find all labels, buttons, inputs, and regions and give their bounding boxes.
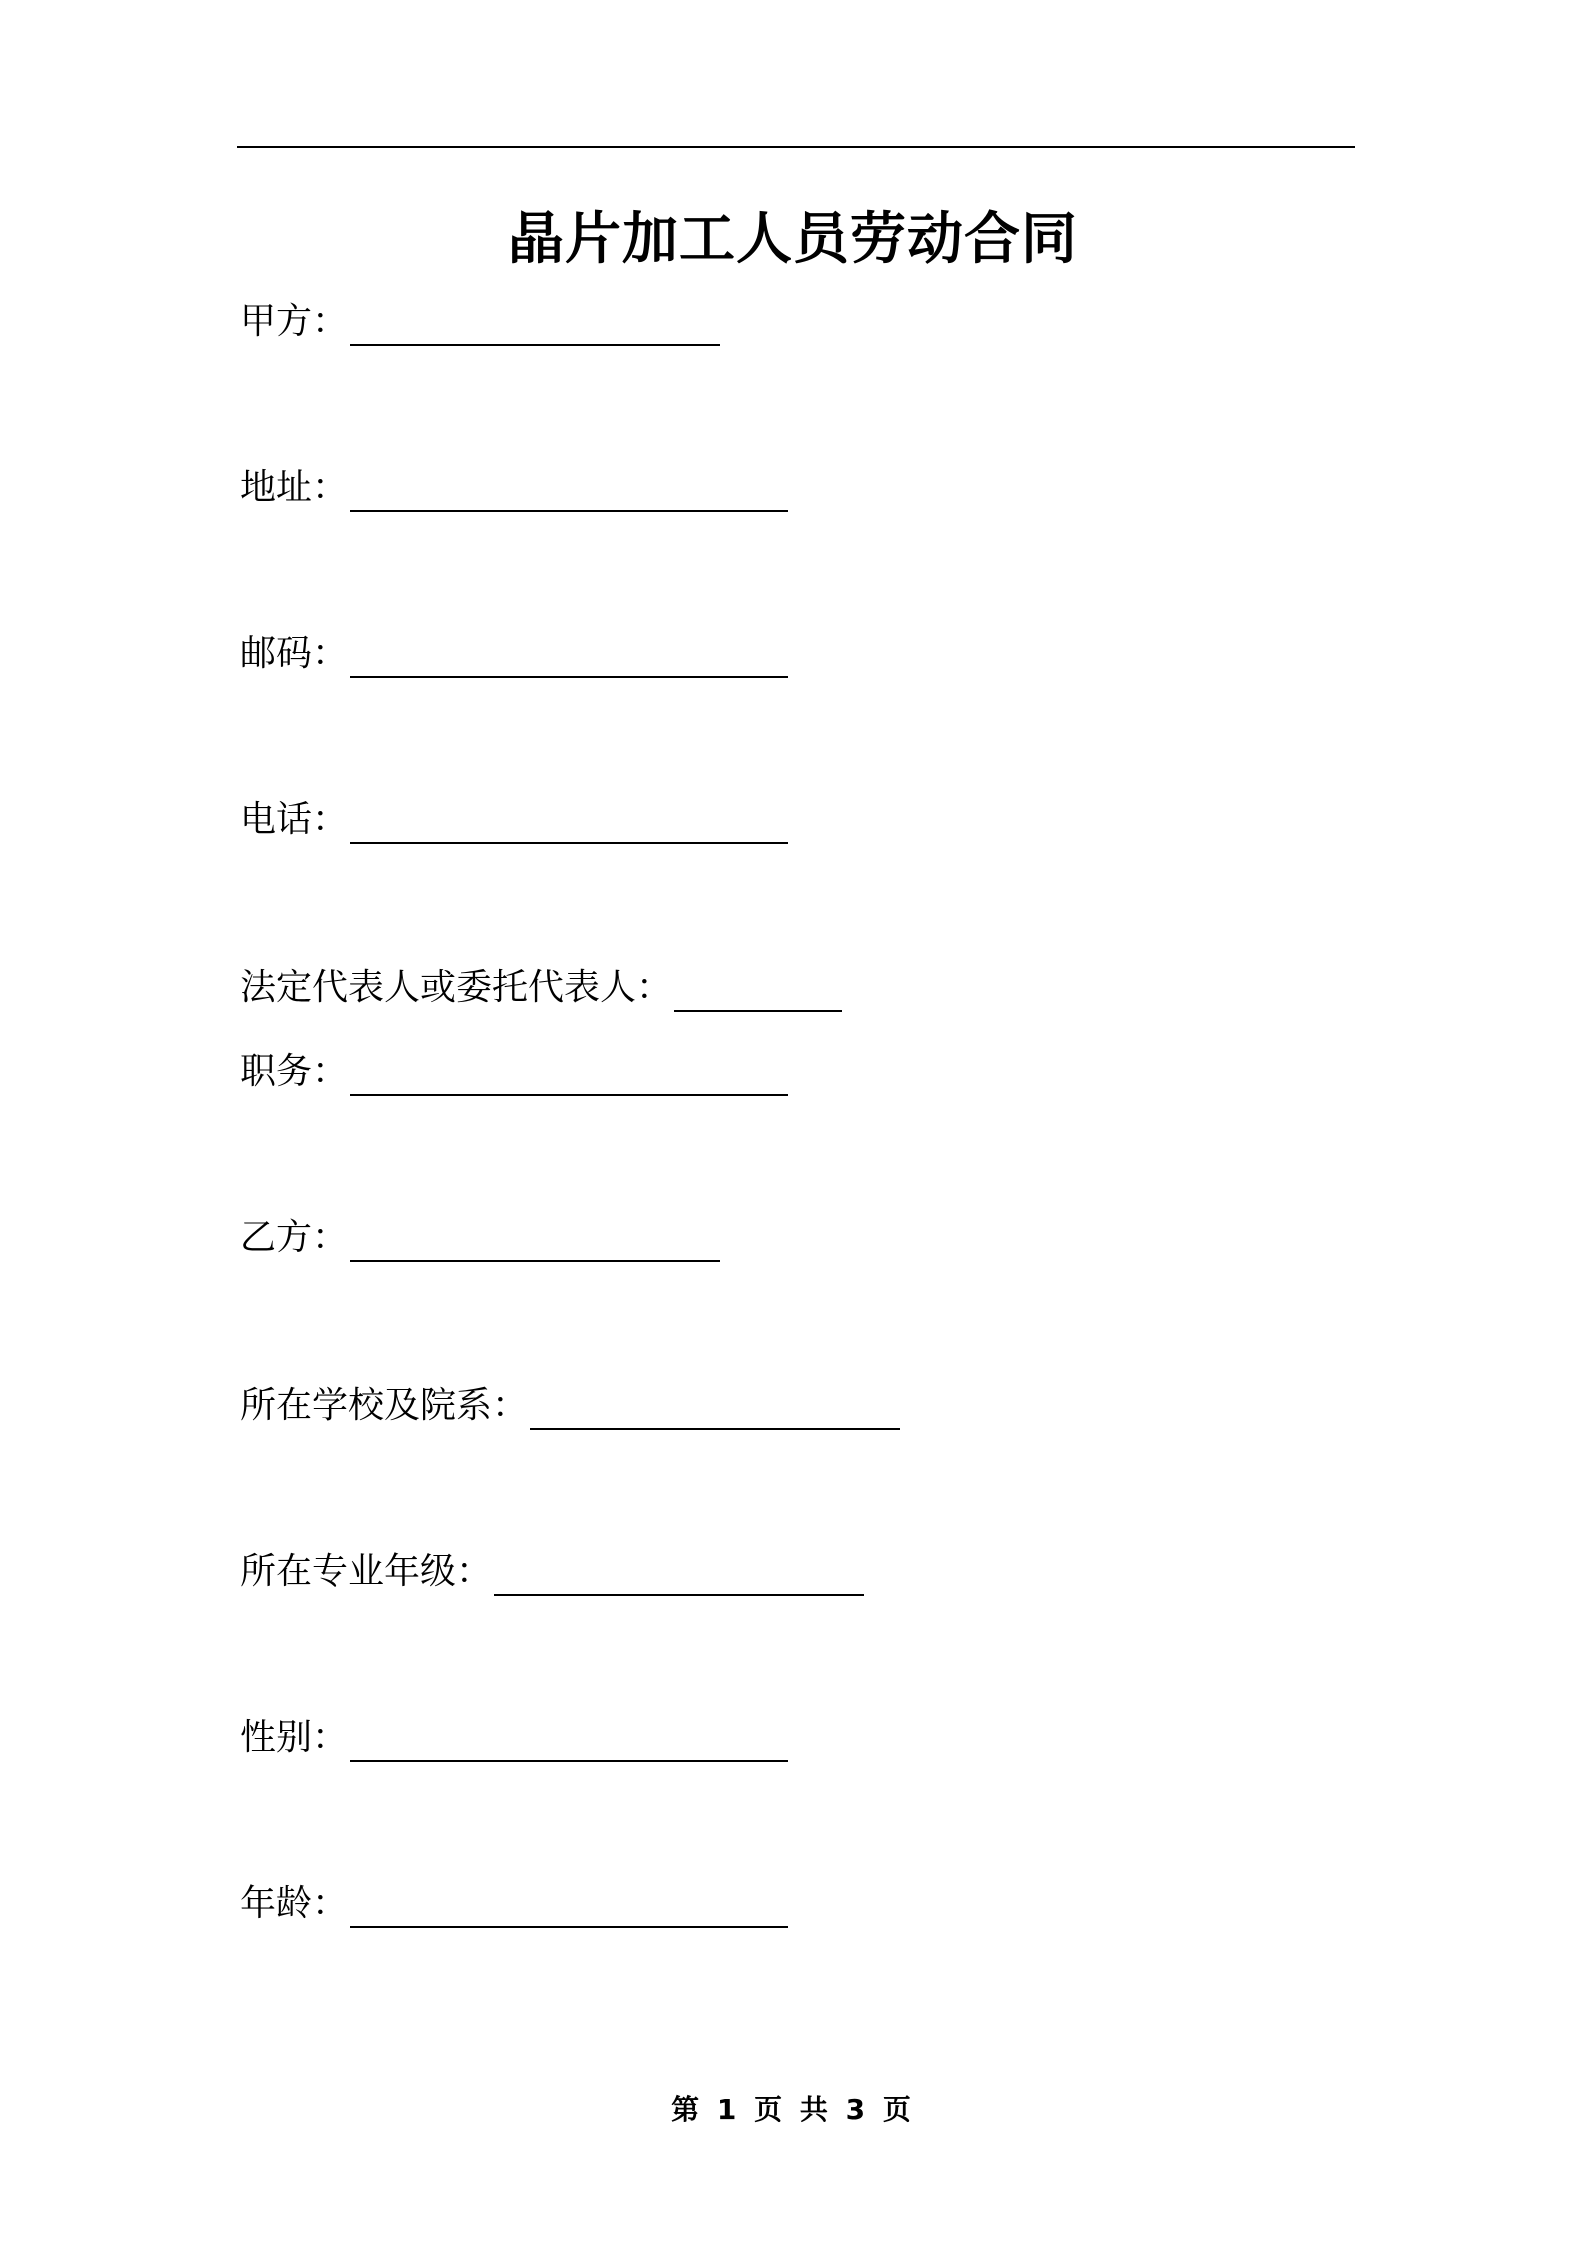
blank-line[interactable] xyxy=(494,1554,864,1596)
blank-line[interactable] xyxy=(350,304,720,346)
field-label: 年龄： xyxy=(240,1883,349,1924)
field-major-grade xyxy=(240,1546,864,1596)
footer-middle: 页 共 xyxy=(754,2093,832,2126)
field-label: 职务： xyxy=(240,1051,349,1092)
blank-line[interactable] xyxy=(350,1720,788,1762)
page-footer xyxy=(0,2088,1586,2128)
footer-suffix: 页 xyxy=(882,2093,915,2126)
blank-line[interactable] xyxy=(350,470,788,512)
blank-line[interactable] xyxy=(350,1220,720,1262)
field-representative xyxy=(240,962,842,1012)
field-party-a xyxy=(240,296,720,346)
blank-line[interactable] xyxy=(350,1886,788,1928)
field-phone xyxy=(240,794,788,844)
field-label: 邮码： xyxy=(240,633,349,674)
field-label: 法定代表人或委托代表人： xyxy=(240,967,673,1008)
blank-line[interactable] xyxy=(530,1388,900,1430)
footer-current-page: 1 xyxy=(716,2093,741,2126)
header-rule xyxy=(237,146,1355,148)
field-age xyxy=(240,1878,788,1928)
field-label: 乙方： xyxy=(240,1217,349,1258)
field-position xyxy=(240,1046,788,1096)
field-label: 电话： xyxy=(240,799,349,840)
field-gender xyxy=(240,1712,788,1762)
field-school xyxy=(240,1380,900,1430)
document-title: 晶片加工人员劳动合同 xyxy=(508,207,1078,272)
field-address xyxy=(240,462,788,512)
footer-total-pages: 3 xyxy=(845,2093,870,2126)
field-label: 所在专业年级： xyxy=(240,1551,493,1592)
blank-line[interactable] xyxy=(350,1054,788,1096)
field-label: 性别： xyxy=(240,1717,349,1758)
blank-line[interactable] xyxy=(350,802,788,844)
field-label: 甲方： xyxy=(240,301,349,342)
blank-line[interactable] xyxy=(350,636,788,678)
field-label: 所在学校及院系： xyxy=(240,1385,529,1426)
footer-prefix: 第 xyxy=(671,2093,704,2126)
blank-line[interactable] xyxy=(674,970,842,1012)
field-label: 地址： xyxy=(240,467,349,508)
field-postcode xyxy=(240,628,788,678)
field-party-b xyxy=(240,1212,720,1262)
